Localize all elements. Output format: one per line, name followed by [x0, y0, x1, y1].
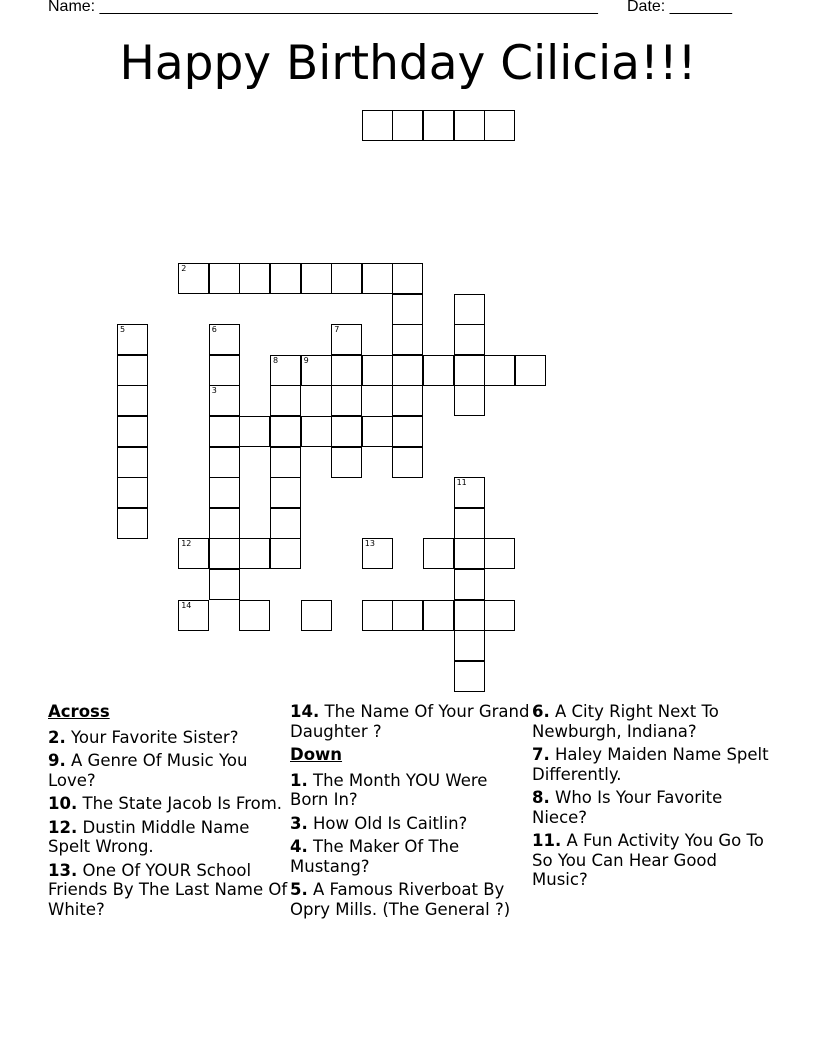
- grid-cell[interactable]: [270, 477, 301, 508]
- grid-cell[interactable]: [454, 569, 485, 600]
- clue-down-3: [290, 814, 530, 834]
- clue-number: 4.: [290, 837, 308, 856]
- grid-cell[interactable]: [454, 600, 485, 631]
- grid-cell[interactable]: [117, 447, 148, 478]
- clue-text: A Famous Riverboat By Opry Mills. (The General ?): [290, 880, 511, 919]
- clue-number: 5.: [290, 880, 308, 899]
- grid-cell[interactable]: [270, 508, 301, 539]
- clue-across-2: [48, 728, 288, 748]
- clue-text: A Fun Activity You Go To So You Can Hear Good Music?: [532, 831, 764, 889]
- clue-text: How Old Is Caitlin?: [313, 813, 468, 833]
- grid-cell[interactable]: [392, 263, 423, 294]
- grid-cell[interactable]: [484, 538, 515, 569]
- clue-across-12: [48, 818, 288, 857]
- grid-cell[interactable]: [423, 110, 454, 141]
- clue-number-label: 11: [456, 478, 467, 488]
- grid-cell[interactable]: [454, 385, 485, 416]
- grid-cell[interactable]: [454, 630, 485, 661]
- clues-column-3: [532, 702, 772, 894]
- grid-cell[interactable]: [178, 263, 209, 294]
- clue-down-5: [290, 880, 530, 919]
- grid-cell[interactable]: [301, 600, 332, 631]
- clue-text: A City Right Next To Newburgh, Indiana?: [532, 702, 719, 741]
- grid-cell[interactable]: [515, 355, 546, 386]
- name-field-label: Name: ________________________________________________________: [48, 0, 598, 15]
- grid-cell[interactable]: [454, 508, 485, 539]
- grid-cell[interactable]: [484, 600, 515, 631]
- clue-number: 13.: [48, 860, 78, 880]
- clues-column-2: [290, 702, 530, 923]
- clue-text: The Name Of Your Grand Daughter ?: [290, 702, 530, 741]
- clue-number: 11.: [532, 831, 562, 850]
- date-field-label: Date: _______: [627, 0, 732, 15]
- clue-number-label: 14: [181, 600, 192, 610]
- clue-number-label: 9: [303, 355, 309, 365]
- grid-cell[interactable]: [331, 385, 362, 416]
- clue-text: Dustin Middle Name Spelt Wrong.: [48, 817, 250, 856]
- down-heading: Down: [290, 745, 343, 764]
- clue-number-label: 5: [120, 325, 126, 335]
- grid-cell[interactable]: [270, 355, 301, 386]
- clue-down-4: [290, 837, 530, 876]
- grid-cell[interactable]: [301, 416, 332, 447]
- grid-cell[interactable]: [454, 661, 485, 692]
- grid-cell[interactable]: [270, 416, 301, 447]
- grid-cell[interactable]: [392, 385, 423, 416]
- clue-number-label: 7: [334, 325, 340, 335]
- grid-cell[interactable]: [362, 538, 393, 569]
- across-heading: Across: [48, 702, 110, 721]
- clue-number-label: 8: [273, 355, 279, 365]
- grid-cell[interactable]: [392, 600, 423, 631]
- grid-cell[interactable]: [270, 447, 301, 478]
- clues-column-1: [48, 702, 288, 923]
- grid-cell[interactable]: [270, 538, 301, 569]
- grid-cell[interactable]: [239, 263, 270, 294]
- grid-cell[interactable]: [362, 110, 393, 141]
- clue-down-8: [532, 788, 772, 827]
- grid-cell[interactable]: [270, 263, 301, 294]
- grid-cell[interactable]: [209, 538, 240, 569]
- grid-cell[interactable]: [423, 600, 454, 631]
- clue-down-1: [290, 771, 530, 810]
- grid-cell[interactable]: [423, 538, 454, 569]
- grid-cell[interactable]: [331, 447, 362, 478]
- grid-cell[interactable]: [454, 477, 485, 508]
- grid-cell[interactable]: [484, 110, 515, 141]
- clue-number: 14.: [290, 702, 320, 721]
- clue-across-14: [290, 702, 530, 741]
- grid-cell[interactable]: [362, 416, 393, 447]
- grid-cell[interactable]: [454, 324, 485, 355]
- grid-cell[interactable]: [331, 324, 362, 355]
- clue-number-label: 13: [364, 539, 375, 549]
- grid-cell[interactable]: [392, 324, 423, 355]
- grid-cell[interactable]: [239, 538, 270, 569]
- clue-across-13: [48, 861, 288, 920]
- grid-cell[interactable]: [209, 263, 240, 294]
- grid-cell[interactable]: [117, 355, 148, 386]
- clue-text: The Maker Of The Mustang?: [290, 837, 460, 876]
- grid-cell[interactable]: [331, 416, 362, 447]
- grid-cell[interactable]: [454, 294, 485, 325]
- grid-cell[interactable]: [117, 324, 148, 355]
- clue-text: The Month YOU Were Born In?: [290, 770, 488, 809]
- grid-cell[interactable]: [209, 477, 240, 508]
- grid-cell[interactable]: [362, 355, 393, 386]
- clue-across-9: [48, 751, 288, 790]
- grid-cell[interactable]: [331, 355, 362, 386]
- grid-cell[interactable]: [117, 385, 148, 416]
- clue-text: The State Jacob Is From.: [82, 794, 283, 813]
- grid-cell[interactable]: [392, 416, 423, 447]
- grid-cell[interactable]: [301, 263, 332, 294]
- clue-number-label: 3: [211, 386, 217, 396]
- clue-down-11: [532, 831, 772, 890]
- grid-cell[interactable]: [209, 447, 240, 478]
- grid-cell[interactable]: [239, 416, 270, 447]
- grid-cell[interactable]: [239, 600, 270, 631]
- clue-number-label: 12: [181, 539, 192, 549]
- grid-cell[interactable]: [270, 385, 301, 416]
- grid-cell[interactable]: [454, 538, 485, 569]
- grid-cell[interactable]: [178, 538, 209, 569]
- grid-cell[interactable]: [117, 508, 148, 539]
- grid-cell[interactable]: [392, 355, 423, 386]
- grid-cell[interactable]: [117, 416, 148, 447]
- clue-number: 7.: [532, 745, 550, 764]
- clue-number: 8.: [532, 788, 550, 807]
- page-title: Happy Birthday Cilicia!!!: [119, 36, 697, 91]
- clue-number: 2.: [48, 727, 66, 747]
- clue-number: 3.: [290, 813, 308, 833]
- grid-cell[interactable]: [209, 385, 240, 416]
- clue-number-label: 6: [211, 325, 217, 335]
- clue-number: 9.: [48, 751, 66, 770]
- clue-across-10: [48, 794, 288, 814]
- clue-text: Haley Maiden Name Spelt Differently.: [532, 745, 769, 784]
- grid-cell[interactable]: [209, 416, 240, 447]
- grid-cell[interactable]: [423, 355, 454, 386]
- clue-number: 6.: [532, 702, 550, 721]
- grid-cell[interactable]: [331, 263, 362, 294]
- grid-cell[interactable]: [454, 110, 485, 141]
- grid-cell[interactable]: [454, 355, 485, 386]
- grid-cell[interactable]: [209, 355, 240, 386]
- grid-cell[interactable]: [209, 508, 240, 539]
- clue-number: 12.: [48, 817, 78, 837]
- grid-cell[interactable]: [117, 477, 148, 508]
- grid-cell[interactable]: [362, 263, 393, 294]
- clue-text: Your Favorite Sister?: [71, 727, 239, 747]
- clue-number: 1.: [290, 770, 308, 790]
- clue-text: A Genre Of Music You Love?: [48, 751, 248, 790]
- clue-down-6: [532, 702, 772, 741]
- grid-cell[interactable]: [209, 569, 240, 600]
- grid-cell[interactable]: [392, 447, 423, 478]
- grid-cell[interactable]: [178, 600, 209, 631]
- clue-text: Who Is Your Favorite Niece?: [532, 788, 723, 827]
- clue-number-label: 2: [181, 264, 187, 273]
- clue-down-7: [532, 745, 772, 784]
- grid-cell[interactable]: [301, 355, 332, 386]
- grid-cell[interactable]: [362, 600, 393, 631]
- across-clue-list-1: [48, 728, 288, 920]
- clue-text: One Of YOUR School Friends By The Last Name Of White?: [48, 860, 288, 919]
- grid-cell[interactable]: [392, 294, 423, 325]
- clue-number: 10.: [48, 794, 78, 813]
- grid-cell[interactable]: [484, 355, 515, 386]
- grid-cell[interactable]: [392, 110, 423, 141]
- grid-cell[interactable]: [209, 324, 240, 355]
